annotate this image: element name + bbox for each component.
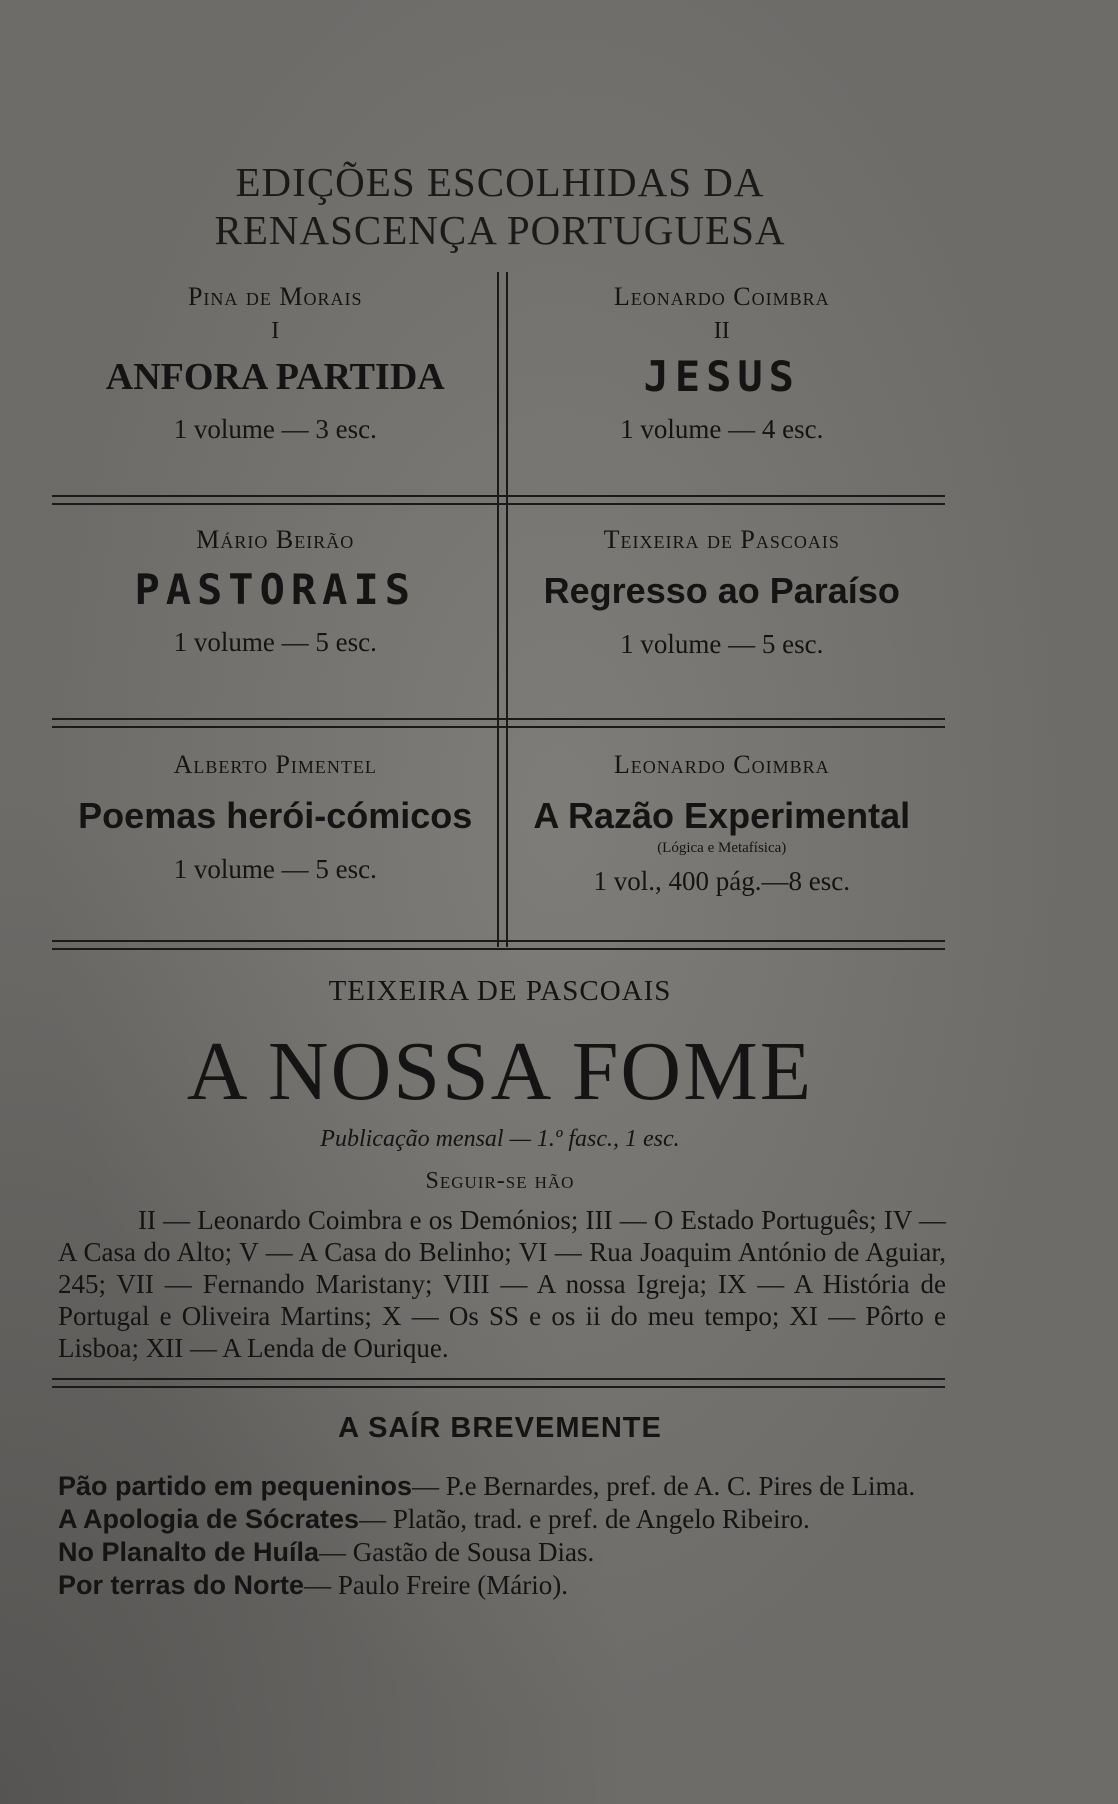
book-entry: [499, 497, 946, 722]
book-entry: [499, 272, 946, 497]
book-price: 1 volume — 5 esc.: [620, 629, 824, 659]
divider-rule: [52, 495, 945, 505]
book-row: [52, 497, 945, 722]
book-subtitle: (Lógica e Metafísica): [657, 840, 787, 856]
list-item: [58, 1470, 958, 1503]
book-author: Pina de Morais: [187, 282, 363, 311]
soon-item-title: No Planalto de Huíla: [58, 1537, 320, 1567]
book-title: PASTORAIS: [134, 565, 417, 614]
soon-item-rest: — Gastão de Sousa Dias.: [319, 1537, 595, 1567]
soon-item-rest: — Paulo Freire (Mário).: [304, 1570, 568, 1600]
divider-rule: [52, 1378, 945, 1388]
header-line-1: EDIÇÕES ESCOLHIDAS DA: [235, 159, 765, 205]
book-title: Poemas herói-cómicos: [78, 795, 473, 836]
book-author: Teixeira de Pascoais: [603, 525, 840, 554]
fome-publication: Publicação mensal — 1.º fasc., 1 esc.: [320, 1126, 680, 1152]
book-row: [52, 722, 945, 947]
book-title: Regresso ao Paraíso: [543, 570, 900, 611]
book-entry: [52, 272, 499, 497]
header-line-2: RENASCENÇA PORTUGUESA: [214, 207, 786, 253]
soon-item-title: Pão partido em pequeninos: [58, 1471, 413, 1501]
book-entry: [499, 722, 946, 947]
book-author: Alberto Pimentel: [173, 750, 377, 779]
book-price: 1 volume — 3 esc.: [173, 414, 377, 444]
book-grid: [52, 272, 945, 947]
soon-item-title: Por terras do Norte: [58, 1570, 305, 1600]
divider-rule: [52, 940, 945, 950]
column-divider: [497, 272, 508, 497]
list-item: [58, 1536, 958, 1569]
fome-author: TEIXEIRA DE PASCOAIS: [328, 975, 672, 1007]
divider-rule: [52, 718, 945, 728]
book-price: 1 volume — 4 esc.: [620, 414, 824, 444]
fome-title: A NOSSA FOME: [186, 1025, 814, 1118]
book-author: Mário Beirão: [196, 525, 355, 554]
fome-seguir: Seguir-se hão: [425, 1168, 575, 1194]
page-title: [0, 158, 1000, 254]
column-divider: [497, 497, 508, 722]
book-price: 1 volume — 5 esc.: [173, 627, 377, 657]
book-title: JESUS: [643, 352, 800, 401]
soon-title: A SAÍR BREVEMENTE: [338, 1412, 662, 1444]
soon-item-rest: — P.e Bernardes, pref. de A. C. Pires de Lima.: [412, 1471, 916, 1501]
list-item: [58, 1503, 958, 1536]
book-number: I: [271, 318, 280, 344]
book-author: Leonardo Coimbra: [613, 750, 830, 779]
soon-list: [58, 1470, 958, 1602]
list-item: [58, 1569, 958, 1602]
book-entry: [52, 497, 499, 722]
book-title: ANFORA PARTIDA: [105, 356, 445, 398]
fome-list: II — Leonardo Coimbra e os Demónios; III — O Estado Português; IV — A Casa do Alto; V — A Casa do Belinho; VI — Rua Joaquim António de Aguiar, 245; VII — Fernando Maristany; VIII — A nossa Igreja; IX — A História de Portugal e Oliveira Martins; X — Os SS e os ii do meu tempo; XI — Pôrto e Lisboa; XII — A Lenda de Ourique.: [58, 1205, 946, 1363]
soon-item-rest: — Platão, trad. e pref. de Angelo Ribeiro.: [359, 1504, 810, 1534]
book-title: A Razão Experimental: [533, 795, 911, 836]
column-divider: [497, 722, 508, 947]
soon-item-title: A Apologia de Sócrates: [58, 1504, 360, 1534]
book-price: 1 vol., 400 pág.—8 esc.: [593, 866, 850, 896]
book-price: 1 volume — 5 esc.: [173, 854, 377, 884]
book-author: Leonardo Coimbra: [613, 282, 830, 311]
book-number: II: [713, 318, 730, 344]
book-entry: [52, 722, 499, 947]
book-row: [52, 272, 945, 497]
